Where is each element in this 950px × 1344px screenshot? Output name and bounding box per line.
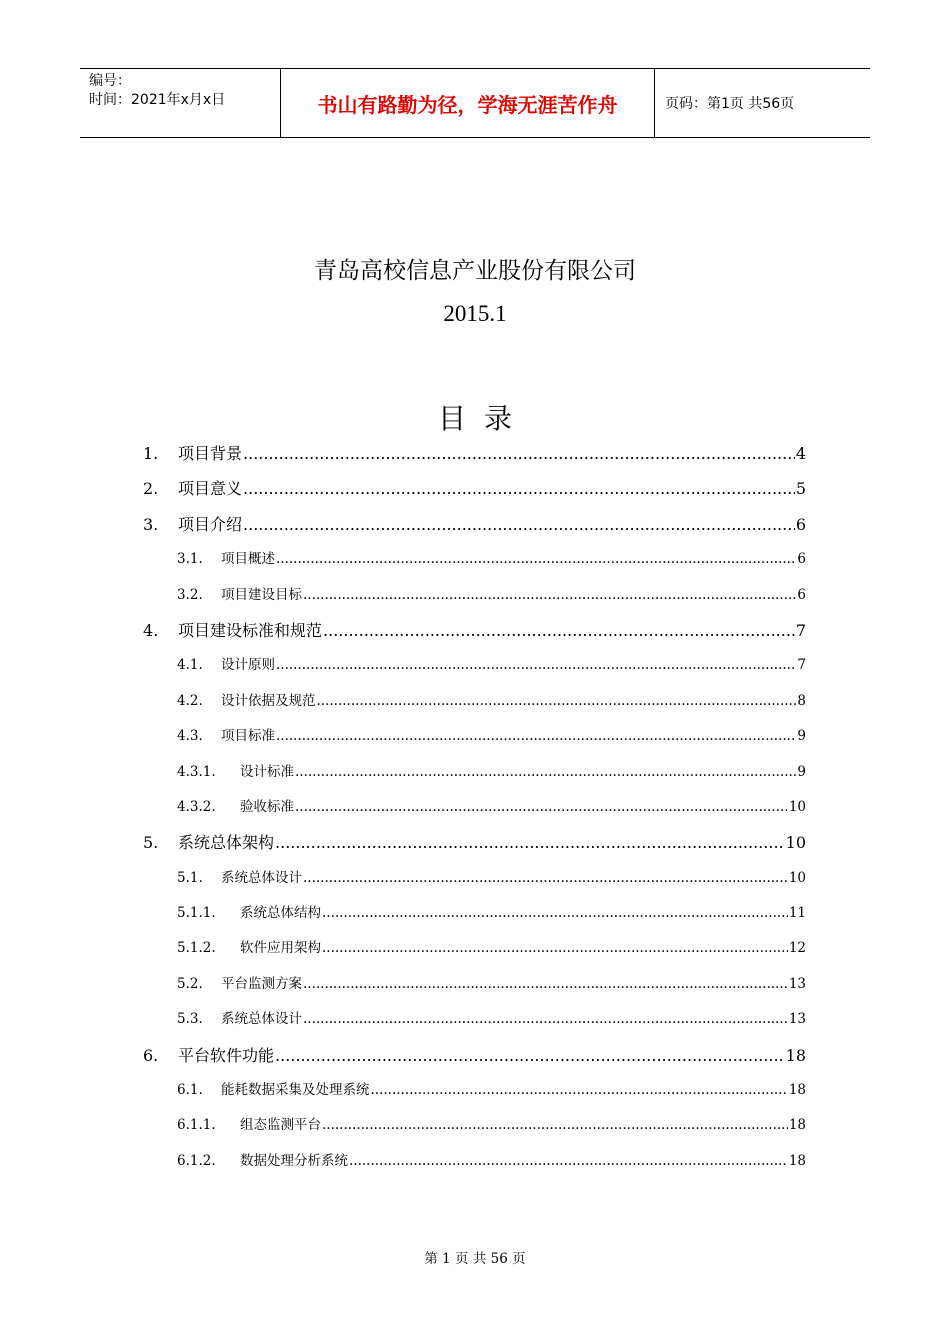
toc-leader-dots xyxy=(295,755,796,790)
toc-leader-dots xyxy=(322,1108,788,1143)
toc-entry-page: 13 xyxy=(788,975,806,992)
toc-entry-title: 组态监测平台 xyxy=(240,1117,321,1134)
toc-entry-title: 系统总体结构 xyxy=(240,905,321,922)
toc-entry-page: 6 xyxy=(795,514,806,534)
toc-entry-number: 4.3.2. xyxy=(177,798,216,815)
page-footer: 第 1 页 共 56 页 xyxy=(424,1251,526,1267)
toc-entry-number: 6.1.2. xyxy=(177,1152,216,1169)
toc-entry-title: 项目标准 xyxy=(221,728,275,745)
toc-leader-dots xyxy=(317,684,797,719)
toc-entry[interactable] xyxy=(143,684,806,719)
toc-entry-page: 7 xyxy=(797,657,806,674)
toc-leader-dots xyxy=(322,931,788,966)
toc-entry-page: 4 xyxy=(795,444,806,463)
toc-entry-number: 1. xyxy=(143,444,159,463)
toc-entry-page: 13 xyxy=(788,1011,806,1028)
toc-entry-title: 软件应用架构 xyxy=(240,940,321,957)
toc-entry-page: 6 xyxy=(797,551,806,568)
toc-entry[interactable] xyxy=(143,967,806,1002)
toc-entry-title: 设计标准 xyxy=(240,763,294,780)
toc-entry-number: 4.3.1. xyxy=(177,763,216,780)
toc-entry-number: 5.1.2. xyxy=(177,940,216,957)
toc-leader-dots xyxy=(243,507,795,542)
toc-entry[interactable] xyxy=(143,755,806,790)
toc-entry-number: 6.1.1. xyxy=(177,1117,216,1134)
header-motto: 书山有路勤为径，学海无涯苦作舟 xyxy=(281,69,655,137)
toc-entry[interactable] xyxy=(143,542,806,577)
toc-entry[interactable] xyxy=(143,613,806,648)
toc-entry-page: 10 xyxy=(788,869,806,886)
toc-entry[interactable] xyxy=(143,1038,806,1073)
toc-entry[interactable] xyxy=(143,471,806,506)
toc-entry-title: 项目介绍 xyxy=(178,514,243,534)
toc-entry-page: 18 xyxy=(788,1117,806,1134)
toc-entry[interactable] xyxy=(143,1108,806,1143)
toc-entry-title: 项目意义 xyxy=(178,479,243,499)
toc-leader-dots xyxy=(243,471,795,506)
toc-leader-dots xyxy=(275,825,785,860)
toc-leader-dots xyxy=(323,613,795,648)
toc-entry-number: 2. xyxy=(143,479,159,499)
toc-leader-dots xyxy=(275,1038,785,1073)
toc-entry-page: 11 xyxy=(788,905,806,922)
table-of-contents xyxy=(143,436,806,1179)
toc-entry-title: 设计原则 xyxy=(221,657,275,674)
toc-entry-page: 9 xyxy=(797,728,806,745)
toc-entry-title: 验收标准 xyxy=(240,798,294,815)
toc-leader-dots xyxy=(303,967,788,1002)
toc-entry[interactable] xyxy=(143,896,806,931)
toc-title: 目录 xyxy=(437,402,530,435)
toc-entry[interactable] xyxy=(143,825,806,860)
page-header xyxy=(80,68,870,138)
toc-entry-number: 3.1. xyxy=(177,551,203,568)
toc-leader-dots xyxy=(276,542,796,577)
toc-entry-title: 设计依据及规范 xyxy=(221,692,316,709)
toc-leader-dots xyxy=(276,719,796,754)
toc-entry-number: 6. xyxy=(143,1045,159,1065)
toc-entry-page: 18 xyxy=(788,1082,806,1099)
toc-entry-title: 能耗数据采集及处理系统 xyxy=(221,1082,370,1099)
toc-entry-page: 10 xyxy=(788,798,806,815)
toc-entry-number: 5. xyxy=(143,833,159,853)
toc-entry-page: 7 xyxy=(795,620,806,640)
number-label: 编号： xyxy=(89,73,131,89)
toc-entry-number: 5.1. xyxy=(177,869,203,886)
toc-entry-number: 5.1.1. xyxy=(177,905,216,922)
toc-entry-number: 3.2. xyxy=(177,586,203,603)
toc-entry-number: 4.3. xyxy=(177,728,203,745)
toc-leader-dots xyxy=(371,1073,788,1108)
toc-entry-page: 18 xyxy=(785,1045,806,1065)
document-date: 2015.1 xyxy=(443,301,507,326)
toc-leader-dots xyxy=(295,790,788,825)
toc-entry[interactable] xyxy=(143,931,806,966)
toc-entry[interactable] xyxy=(143,436,806,471)
toc-entry-page: 10 xyxy=(785,833,806,853)
toc-entry-number: 6.1. xyxy=(177,1082,203,1099)
toc-entry-title: 系统总体设计 xyxy=(221,1011,302,1028)
company-name: 青岛高校信息产业股份有限公司 xyxy=(314,258,636,284)
toc-entry-title: 项目概述 xyxy=(221,551,275,568)
toc-entry[interactable] xyxy=(143,1002,806,1037)
toc-entry-number: 4.1. xyxy=(177,657,203,674)
toc-entry-page: 5 xyxy=(795,479,806,499)
toc-entry[interactable] xyxy=(143,1144,806,1179)
toc-entry-page: 6 xyxy=(797,586,806,603)
toc-entry-title: 数据处理分析系统 xyxy=(240,1152,348,1169)
toc-entry[interactable] xyxy=(143,790,806,825)
toc-entry-page: 9 xyxy=(797,763,806,780)
toc-leader-dots xyxy=(303,861,788,896)
toc-leader-dots xyxy=(349,1144,788,1179)
toc-entry-title: 平台软件功能 xyxy=(178,1045,275,1065)
toc-entry[interactable] xyxy=(143,861,806,896)
toc-leader-dots xyxy=(276,648,796,683)
toc-entry[interactable] xyxy=(143,507,806,542)
toc-entry-page: 12 xyxy=(788,940,806,957)
toc-entry[interactable] xyxy=(143,578,806,613)
toc-leader-dots xyxy=(322,896,788,931)
toc-entry-title: 系统总体设计 xyxy=(221,869,302,886)
toc-leader-dots xyxy=(303,578,796,613)
toc-entry-title: 平台监测方案 xyxy=(221,975,302,992)
toc-entry-title: 项目建设目标 xyxy=(221,586,302,603)
toc-entry-number: 3. xyxy=(143,514,159,534)
toc-entry-number: 4.2. xyxy=(177,692,203,709)
toc-entry[interactable] xyxy=(143,1073,806,1108)
toc-entry-title: 项目背景 xyxy=(178,444,243,463)
toc-entry-number: 5.3. xyxy=(177,1011,203,1028)
toc-entry-title: 项目建设标准和规范 xyxy=(178,620,323,640)
toc-entry-number: 4. xyxy=(143,620,159,640)
toc-leader-dots xyxy=(303,1002,788,1037)
header-page-info: 页码：第1页 共56页 xyxy=(665,96,795,112)
toc-entry[interactable] xyxy=(143,648,806,683)
toc-entry-page: 8 xyxy=(797,692,806,709)
toc-entry-number: 5.2. xyxy=(177,975,203,992)
toc-leader-dots xyxy=(243,436,795,471)
time-label: 时间：2021年x月x日 xyxy=(89,92,226,108)
toc-entry-page: 18 xyxy=(788,1152,806,1169)
toc-entry[interactable] xyxy=(143,719,806,754)
header-meta xyxy=(80,69,281,137)
toc-entry-title: 系统总体架构 xyxy=(178,833,275,853)
